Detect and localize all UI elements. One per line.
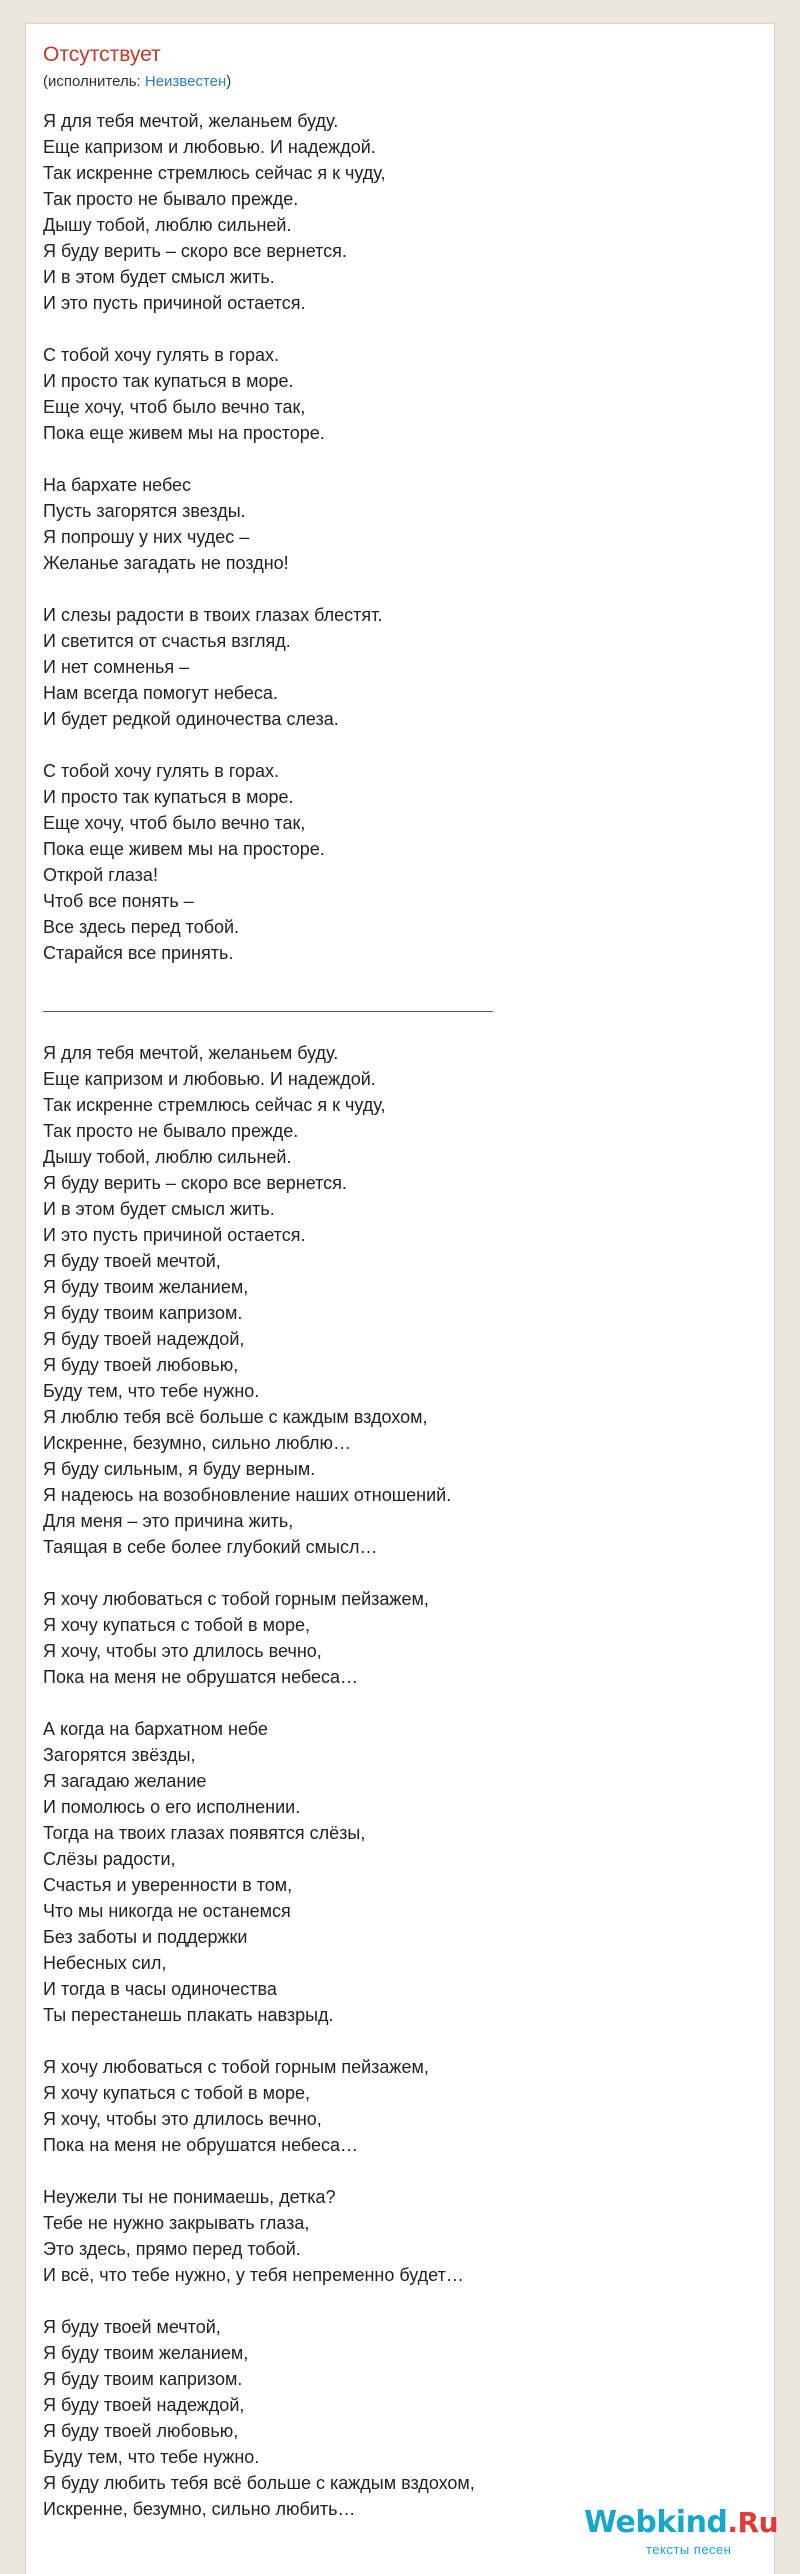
lyric-line: И помолюсь о его исполнении. (43, 1797, 301, 1817)
lyric-line: Я буду твоей мечтой, (43, 1251, 221, 1271)
stanza (43, 108, 386, 316)
lyric-line: Я загадаю желание (43, 1771, 207, 1791)
stanza-gap (43, 2288, 475, 2314)
lyric-line: Неужели ты не понимаешь, детка? (43, 2187, 336, 2207)
lyric-line: Тебе не нужно закрывать глаза, (43, 2213, 310, 2233)
stanza-gap (43, 1690, 475, 1716)
lyric-line: Желанье загадать не поздно! (43, 553, 289, 573)
lyric-line: Я люблю тебя всё больше с каждым вздохом, (43, 1407, 428, 1427)
lyric-line: Я буду верить – скоро все вернется. (43, 241, 347, 261)
lyric-line: Я буду любить тебя всё больше с каждым вздохом, (43, 2473, 475, 2493)
stanza (43, 1040, 475, 1560)
lyric-line: Без заботы и поддержки (43, 1927, 248, 1947)
lyric-line: Еще капризом и любовью. И надеждой. (43, 1069, 376, 1089)
lyric-line: С тобой хочу гулять в горах. (43, 345, 280, 365)
stanza-gap (43, 2158, 475, 2184)
lyric-line: И в этом будет смысл жить. (43, 1199, 275, 1219)
lyric-line: Я буду твоим желанием, (43, 2343, 249, 2363)
stanza (43, 602, 386, 732)
lyric-line: Это здесь, прямо перед тобой. (43, 2239, 301, 2259)
lyric-line: Искренне, безумно, сильно люблю… (43, 1433, 352, 1453)
lyric-line: Старайся все принять. (43, 943, 234, 963)
stanza (43, 1716, 475, 2028)
stanza (43, 342, 386, 446)
lyric-line: Еще хочу, чтоб было вечно так, (43, 813, 306, 833)
lyric-line: Я хочу, чтобы это длилось вечно, (43, 1641, 322, 1661)
logo-tagline: тексты песен (646, 2542, 732, 2557)
lyric-line: Я буду твоей любовью, (43, 2421, 239, 2441)
stanza-gap (43, 316, 386, 342)
lyric-line: Таящая в себе более глубокий смысл… (43, 1537, 378, 1557)
lyric-line: Тогда на твоих глазах появятся слёзы, (43, 1823, 366, 1843)
lyric-line: Пока еще живем мы на просторе. (43, 839, 325, 859)
lyric-line: Я буду твоим капризом. (43, 1303, 243, 1323)
performer-line (43, 73, 231, 91)
lyric-line: Я буду твоей надеждой, (43, 1329, 245, 1349)
lyric-line: Буду тем, что тебе нужно. (43, 1381, 260, 1401)
stanza (43, 2184, 475, 2288)
lyric-line: Чтоб все понять – (43, 891, 194, 911)
lyric-line: Пусть загорятся звезды. (43, 501, 246, 521)
lyric-line: Что мы никогда не останемся (43, 1901, 291, 1921)
lyric-line: На бархате небес (43, 475, 192, 495)
lyric-line: Пока еще живем мы на просторе. (43, 423, 325, 443)
logo-name: Webkind (584, 2505, 728, 2540)
lyric-line: Пока на меня не обрушатся небеса… (43, 2135, 359, 2155)
site-logo[interactable] (584, 2505, 779, 2566)
lyric-line: Я надеюсь на возобновление наших отношений. (43, 1485, 452, 1505)
lyric-line: И будет редкой одиночества слеза. (43, 709, 339, 729)
lyric-line: Так искренне стремлюсь сейчас я к чуду, (43, 1095, 386, 1115)
lyric-line: Еще хочу, чтоб было вечно так, (43, 397, 306, 417)
lyric-line: И всё, что тебе нужно, у тебя непременно будет… (43, 2265, 464, 2285)
stanza (43, 1586, 475, 1690)
lyric-line: Я буду твоим желанием, (43, 1277, 249, 1297)
lyric-line: Я буду верить – скоро все вернется. (43, 1173, 347, 1193)
lyric-line: Я хочу купаться с тобой в море, (43, 1615, 311, 1635)
lyric-line: Я хочу, чтобы это длилось вечно, (43, 2109, 322, 2129)
lyric-line: Я буду твоей надеждой, (43, 2395, 245, 2415)
stanza-gap (43, 2028, 475, 2054)
stanza (43, 472, 386, 576)
lyric-line: И просто так купаться в море. (43, 787, 294, 807)
lyric-line: Я попрошу у них чудес – (43, 527, 250, 547)
stanza-gap (43, 1560, 475, 1586)
lyric-line: Слёзы радости, (43, 1849, 176, 1869)
lyric-line: Так просто не бывало прежде. (43, 1121, 299, 1141)
lyric-line: Так просто не бывало прежде. (43, 189, 299, 209)
lyric-line: Счастья и уверенности в том, (43, 1875, 293, 1895)
lyric-line: А когда на бархатном небе (43, 1719, 268, 1739)
stanza-gap (43, 576, 386, 602)
logo-tld: .Ru (727, 2506, 779, 2539)
performer-link[interactable]: Неизвестен (144, 73, 227, 90)
performer-suffix: ) (226, 73, 232, 90)
lyric-line: И светится от счастья взгляд. (43, 631, 291, 651)
song-title: Отсутствует (43, 43, 161, 66)
lyric-line: Я хочу любоваться с тобой горным пейзажем, (43, 1589, 429, 1609)
lyric-line: Искренне, безумно, сильно любить… (43, 2499, 356, 2519)
lyric-line: Буду тем, что тебе нужно. (43, 2447, 260, 2467)
lyric-line: И слезы радости в твоих глазах блестят. (43, 605, 383, 625)
lyric-line: Загорятся звёзды, (43, 1745, 196, 1765)
lyric-line: Так искренне стремлюсь сейчас я к чуду, (43, 163, 386, 183)
lyric-line: И тогда в часы одиночества (43, 1979, 277, 1999)
lyric-line: Открой глаза! (43, 865, 158, 885)
lyric-line: Все здесь перед тобой. (43, 917, 240, 937)
lyric-line: Я буду твоим капризом. (43, 2369, 243, 2389)
lyric-line: Нам всегда помогут небеса. (43, 683, 278, 703)
lyric-line: Я хочу любоваться с тобой горным пейзажем, (43, 2057, 429, 2077)
section-divider (43, 1011, 493, 1012)
lyrics-original (43, 108, 386, 966)
lyric-line: Я буду твоей мечтой, (43, 2317, 221, 2337)
lyric-line: Я для тебя мечтой, желаньем буду. (43, 1043, 339, 1063)
lyric-line: Небесных сил, (43, 1953, 167, 1973)
lyric-line: И это пусть причиной остается. (43, 1225, 306, 1245)
lyric-line: Для меня – это причина жить, (43, 1511, 294, 1531)
stanza (43, 2314, 475, 2522)
stanza (43, 2054, 475, 2158)
lyric-line: И нет сомненья – (43, 657, 190, 677)
performer-prefix: (исполнитель: (43, 73, 145, 90)
lyric-line: Я для тебя мечтой, желаньем буду. (43, 111, 339, 131)
lyric-line: Еще капризом и любовью. И надеждой. (43, 137, 376, 157)
lyric-line: С тобой хочу гулять в горах. (43, 761, 280, 781)
lyric-line: Я буду сильным, я буду верным. (43, 1459, 316, 1479)
lyric-line: Дышу тобой, люблю сильней. (43, 1147, 292, 1167)
lyric-line: Я буду твоей любовью, (43, 1355, 239, 1375)
lyrics-translation (43, 1040, 475, 2522)
lyric-line: Дышу тобой, люблю сильней. (43, 215, 292, 235)
lyric-line: И это пусть причиной остается. (43, 293, 306, 313)
stanza (43, 758, 386, 966)
lyric-line: Ты перестанешь плакать навзрыд. (43, 2005, 334, 2025)
stanza-gap (43, 732, 386, 758)
lyric-line: И просто так купаться в море. (43, 371, 294, 391)
lyric-line: И в этом будет смысл жить. (43, 267, 275, 287)
lyric-line: Пока на меня не обрушатся небеса… (43, 1667, 359, 1687)
stanza-gap (43, 446, 386, 472)
lyric-line: Я хочу купаться с тобой в море, (43, 2083, 311, 2103)
